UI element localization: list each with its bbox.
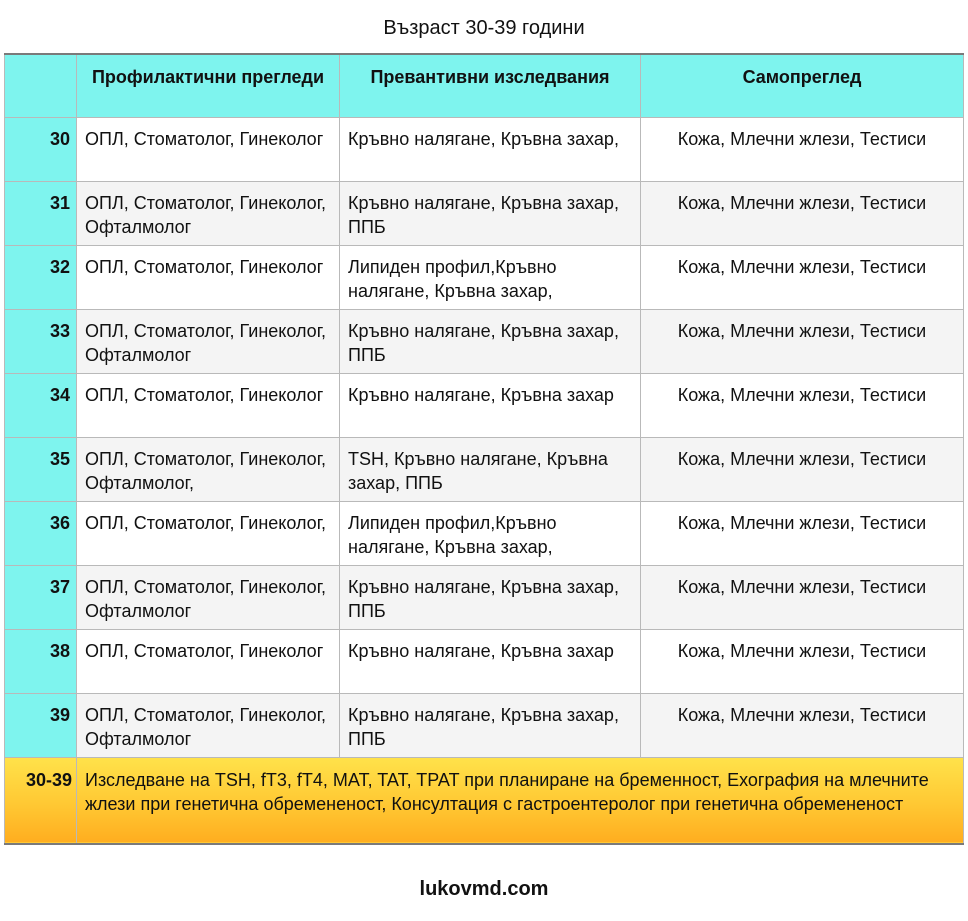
- prophylactic-cell: ОПЛ, Стоматолог, Гинеколог, Офталмолог: [77, 565, 340, 629]
- preventive-cell: Кръвно налягане, Кръвна захар,: [340, 117, 641, 181]
- age-cell: 39: [5, 693, 77, 757]
- age-cell: 32: [5, 245, 77, 309]
- table-row: [5, 373, 964, 437]
- self-exam-cell: Кожа, Млечни жлези, Тестиси: [641, 181, 964, 245]
- table-row: [5, 117, 964, 181]
- self-exam-cell: Кожа, Млечни жлези, Тестиси: [641, 373, 964, 437]
- prophylactic-cell: ОПЛ, Стоматолог, Гинеколог: [77, 245, 340, 309]
- table-row: [5, 565, 964, 629]
- page-title: Възраст 30-39 години: [383, 17, 585, 39]
- self-exam-cell: Кожа, Млечни жлези, Тестиси: [641, 437, 964, 501]
- table-header-row: [5, 54, 964, 117]
- age-cell: 35: [5, 437, 77, 501]
- table-row: [5, 245, 964, 309]
- age-cell: 36: [5, 501, 77, 565]
- table-row: [5, 437, 964, 501]
- self-exam-cell: Кожа, Млечни жлези, Тестиси: [641, 693, 964, 757]
- screening-table: [4, 53, 964, 845]
- header-prophylactic: Профилактични прегледи: [77, 54, 340, 117]
- header-preventive: Превантивни изследвания: [340, 54, 641, 117]
- preventive-cell: Кръвно налягане, Кръвна захар: [340, 629, 641, 693]
- table-row: [5, 629, 964, 693]
- preventive-cell: TSH, Кръвно налягане, Кръвна захар, ППБ: [340, 437, 641, 501]
- self-exam-cell: Кожа, Млечни жлези, Тестиси: [641, 629, 964, 693]
- table-row: [5, 181, 964, 245]
- preventive-cell: Липиден профил,Кръвно налягане, Кръвна захар,: [340, 245, 641, 309]
- prophylactic-cell: ОПЛ, Стоматолог, Гинеколог,: [77, 501, 340, 565]
- site-footer: lukovmd.com: [419, 878, 549, 900]
- self-exam-cell: Кожа, Млечни жлези, Тестиси: [641, 117, 964, 181]
- age-cell: 34: [5, 373, 77, 437]
- prophylactic-cell: ОПЛ, Стоматолог, Гинеколог: [77, 373, 340, 437]
- self-exam-cell: Кожа, Млечни жлези, Тестиси: [641, 245, 964, 309]
- summary-row: [5, 757, 964, 844]
- prophylactic-cell: ОПЛ, Стоматолог, Гинеколог: [77, 629, 340, 693]
- header-self-exam: Самопреглед: [641, 54, 964, 117]
- self-exam-cell: Кожа, Млечни жлези, Тестиси: [641, 309, 964, 373]
- preventive-cell: Кръвно налягане, Кръвна захар, ППБ: [340, 309, 641, 373]
- preventive-cell: Липиден профил,Кръвно налягане, Кръвна захар,: [340, 501, 641, 565]
- self-exam-cell: Кожа, Млечни жлези, Тестиси: [641, 565, 964, 629]
- table-row: [5, 501, 964, 565]
- prophylactic-cell: ОПЛ, Стоматолог, Гинеколог, Офталмолог: [77, 181, 340, 245]
- table-row: [5, 693, 964, 757]
- prophylactic-cell: ОПЛ, Стоматолог, Гинеколог: [77, 117, 340, 181]
- table-row: [5, 309, 964, 373]
- age-cell: 33: [5, 309, 77, 373]
- age-cell: 37: [5, 565, 77, 629]
- age-cell: 30: [5, 117, 77, 181]
- preventive-cell: Кръвно налягане, Кръвна захар, ППБ: [340, 565, 641, 629]
- summary-note: Изследване на TSH, fT3, fT4, MAT, TAT, TPAT при планиране на бременност, Ехография на млечните жлези при генетична обремененост, Консултация с гастроентеролог при генетична обремененост: [77, 757, 964, 844]
- preventive-cell: Кръвно налягане, Кръвна захар: [340, 373, 641, 437]
- prophylactic-cell: ОПЛ, Стоматолог, Гинеколог, Офталмолог,: [77, 437, 340, 501]
- prophylactic-cell: ОПЛ, Стоматолог, Гинеколог, Офталмолог: [77, 693, 340, 757]
- preventive-cell: Кръвно налягане, Кръвна захар, ППБ: [340, 181, 641, 245]
- age-cell: 31: [5, 181, 77, 245]
- preventive-cell: Кръвно налягане, Кръвна захар, ППБ: [340, 693, 641, 757]
- age-cell: 38: [5, 629, 77, 693]
- summary-age-range: 30-39: [5, 757, 77, 844]
- self-exam-cell: Кожа, Млечни жлези, Тестиси: [641, 501, 964, 565]
- header-age: [5, 54, 77, 117]
- prophylactic-cell: ОПЛ, Стоматолог, Гинеколог, Офталмолог: [77, 309, 340, 373]
